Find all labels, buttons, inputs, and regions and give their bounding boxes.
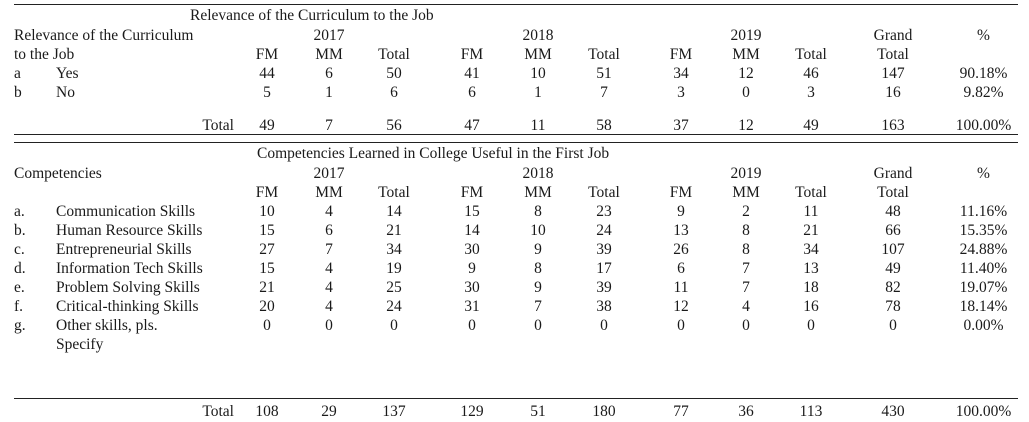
value-cell: 137 [382,403,406,420]
grand-total-cell: 0 [889,317,897,334]
year-2018: 2018 [522,165,554,182]
row-letter: a [14,65,21,82]
value-cell: 11 [673,279,689,296]
value-cell: 12 [738,117,754,134]
table1-row-header: Relevance of the Curriculum [14,27,194,44]
value-cell: 51 [596,65,612,82]
table1-row-header-line2: to the Job [14,46,75,63]
value-cell: 9 [468,260,476,277]
row-label: Critical-thinking Skills [56,298,199,315]
row-letter: e. [14,279,25,296]
value-cell: 37 [673,117,689,134]
value-cell: 11 [530,117,546,134]
row-label: No [56,84,75,101]
pct-label: % [977,27,990,44]
value-cell: 14 [386,203,402,220]
row-letter: d. [14,260,26,277]
value-cell: 10 [259,203,275,220]
subcol-total: Total [588,46,620,63]
value-cell: 49 [259,117,275,134]
value-cell: 18 [803,279,819,296]
grand-total-cell: 107 [881,241,905,258]
value-cell: 0 [534,317,542,334]
value-cell: 3 [677,84,685,101]
value-cell: 7 [742,279,750,296]
row-label: Entrepreneurial Skills [56,241,192,258]
value-cell: 38 [596,298,612,315]
table2-title: Competencies Learned in College Useful in the First Job [257,145,610,162]
row-label: Communication Skills [56,203,196,220]
year-2019: 2019 [730,165,762,182]
table-row [14,64,1018,84]
value-cell: 25 [386,279,402,296]
value-cell: 30 [464,241,480,258]
table1-header-row1 [14,26,1018,46]
value-cell: 24 [386,298,402,315]
grand-total-cell: 66 [885,222,901,239]
value-cell: 3 [807,84,815,101]
table-row [14,202,1018,222]
subcol-mm: MM [732,46,760,63]
pct-cell: 90.18% [959,65,1008,82]
value-cell: 0 [468,317,476,334]
subcol-mm: MM [732,184,760,201]
table-row [14,240,1018,260]
value-cell: 8 [742,222,750,239]
subcol-total: Total [588,184,620,201]
year-2017: 2017 [313,27,345,44]
subcol-mm: MM [315,46,343,63]
value-cell: 0 [807,317,815,334]
table2-header-row1 [14,164,1018,184]
value-cell: 56 [386,117,402,134]
value-cell: 17 [596,260,612,277]
year-2017: 2017 [313,165,345,182]
grand-total-cell: 82 [885,279,901,296]
value-cell: 77 [673,403,689,420]
pct-cell: 100.00% [955,403,1012,420]
value-cell: 31 [464,298,480,315]
value-cell: 1 [534,84,542,101]
value-cell: 1 [325,84,333,101]
year-2019: 2019 [730,27,762,44]
subcol-fm: FM [460,184,484,201]
value-cell: 13 [803,260,819,277]
value-cell: 0 [325,317,333,334]
value-cell: 36 [738,403,754,420]
value-cell: 9 [534,279,542,296]
pct-cell: 100.00% [955,117,1012,134]
value-cell: 7 [325,117,333,134]
value-cell: 20 [259,298,275,315]
value-cell: 6 [390,84,398,101]
pct-cell: 19.07% [959,279,1008,296]
value-cell: 9 [534,241,542,258]
table1-total-row [14,116,1018,136]
subcol-mm: MM [524,184,552,201]
pct-cell: 24.88% [959,241,1008,258]
value-cell: 4 [742,298,750,315]
value-cell: 12 [673,298,689,315]
year-2018: 2018 [522,27,554,44]
value-cell: 16 [803,298,819,315]
value-cell: 19 [386,260,402,277]
grand-total-cell: 48 [885,203,901,220]
subcol-fm: FM [460,46,484,63]
value-cell: 10 [530,222,546,239]
row-letter: f. [14,298,24,315]
table-row-continuation [14,335,1018,355]
table-row [14,316,1018,336]
table-row [14,221,1018,241]
row-letter: b [14,84,22,101]
subcol-mm: MM [315,184,343,201]
grand-label-line2: Total [877,184,909,201]
table2-header-row2 [14,183,1018,203]
value-cell: 44 [259,65,275,82]
row-letter: a. [14,203,25,220]
total-label: Total [202,403,234,420]
row-label: Yes [56,65,79,82]
grand-total-cell: 78 [885,298,901,315]
grand-total-cell: 49 [885,260,901,277]
row-letter: c. [14,241,25,258]
value-cell: 11 [803,203,819,220]
value-cell: 4 [325,298,333,315]
value-cell: 7 [600,84,608,101]
value-cell: 129 [460,403,484,420]
value-cell: 30 [464,279,480,296]
grand-label-line2: Total [877,46,909,63]
value-cell: 9 [677,203,685,220]
value-cell: 7 [325,241,333,258]
value-cell: 6 [677,260,685,277]
table-row [14,297,1018,317]
value-cell: 6 [325,65,333,82]
value-cell: 0 [742,317,750,334]
value-cell: 6 [468,84,476,101]
table2-row-header: Competencies [14,165,102,182]
subcol-total: Total [795,184,827,201]
value-cell: 10 [530,65,546,82]
value-cell: 34 [803,241,819,258]
value-cell: 0 [742,84,750,101]
subcol-fm: FM [255,46,279,63]
value-cell: 4 [325,203,333,220]
subcol-fm: FM [669,46,693,63]
row-label: Information Tech Skills [56,260,203,277]
value-cell: 5 [263,84,271,101]
value-cell: 7 [534,298,542,315]
value-cell: 8 [742,241,750,258]
value-cell: 8 [534,203,542,220]
total-label: Total [202,117,234,134]
pct-cell: 18.14% [959,298,1008,315]
value-cell: 29 [321,403,337,420]
value-cell: 47 [464,117,480,134]
value-cell: 0 [390,317,398,334]
grand-total-cell: 163 [881,117,905,134]
pct-cell: 11.40% [959,260,1008,277]
row-label-line2: Specify [56,336,104,353]
table-row [14,259,1018,279]
value-cell: 46 [803,65,819,82]
value-cell: 34 [673,65,689,82]
value-cell: 7 [742,260,750,277]
subcol-fm: FM [669,184,693,201]
pct-cell: 0.00% [963,317,1004,334]
value-cell: 15 [259,260,275,277]
value-cell: 26 [673,241,689,258]
subcol-fm: FM [255,184,279,201]
row-letter: b. [14,222,26,239]
value-cell: 2 [742,203,750,220]
pct-cell: 9.82% [963,84,1004,101]
value-cell: 51 [530,403,546,420]
pct-cell: 15.35% [959,222,1008,239]
value-cell: 39 [596,279,612,296]
value-cell: 4 [325,279,333,296]
row-letter: g. [14,317,26,334]
value-cell: 8 [534,260,542,277]
value-cell: 15 [259,222,275,239]
row-label: Human Resource Skills [56,222,203,239]
subcol-total: Total [795,46,827,63]
value-cell: 27 [259,241,275,258]
value-cell: 49 [803,117,819,134]
table-row [14,83,1018,103]
value-cell: 23 [596,203,612,220]
grand-total-cell: 147 [881,65,905,82]
value-cell: 50 [386,65,402,82]
grand-total-cell: 16 [885,84,901,101]
value-cell: 41 [464,65,480,82]
table-row [14,278,1018,298]
table2-total-top-rule [14,398,1018,399]
table1-header-row2 [14,45,1018,65]
value-cell: 6 [325,222,333,239]
grand-total-cell: 430 [881,403,905,420]
table1-total-bottom-rule [14,142,1018,143]
value-cell: 12 [738,65,754,82]
pct-label: % [977,165,990,182]
pct-cell: 11.16% [959,203,1008,220]
row-label: Problem Solving Skills [56,279,200,296]
value-cell: 13 [673,222,689,239]
grand-label: Grand [873,165,913,182]
subcol-mm: MM [524,46,552,63]
top-rule [14,4,1018,5]
value-cell: 39 [596,241,612,258]
value-cell: 0 [600,317,608,334]
value-cell: 180 [592,403,616,420]
value-cell: 4 [325,260,333,277]
value-cell: 21 [386,222,402,239]
value-cell: 113 [799,403,823,420]
value-cell: 15 [464,203,480,220]
value-cell: 34 [386,241,402,258]
grand-label: Grand [873,27,913,44]
value-cell: 14 [464,222,480,239]
value-cell: 24 [596,222,612,239]
value-cell: 21 [803,222,819,239]
value-cell: 0 [263,317,271,334]
subcol-total: Total [378,184,410,201]
value-cell: 21 [259,279,275,296]
value-cell: 0 [677,317,685,334]
subcol-total: Total [378,46,410,63]
value-cell: 58 [596,117,612,134]
value-cell: 108 [255,403,279,420]
table2-total-row [14,402,1018,422]
row-label: Other skills, pls. [56,317,158,334]
table1-title: Relevance of the Curriculum to the Job [190,7,434,24]
